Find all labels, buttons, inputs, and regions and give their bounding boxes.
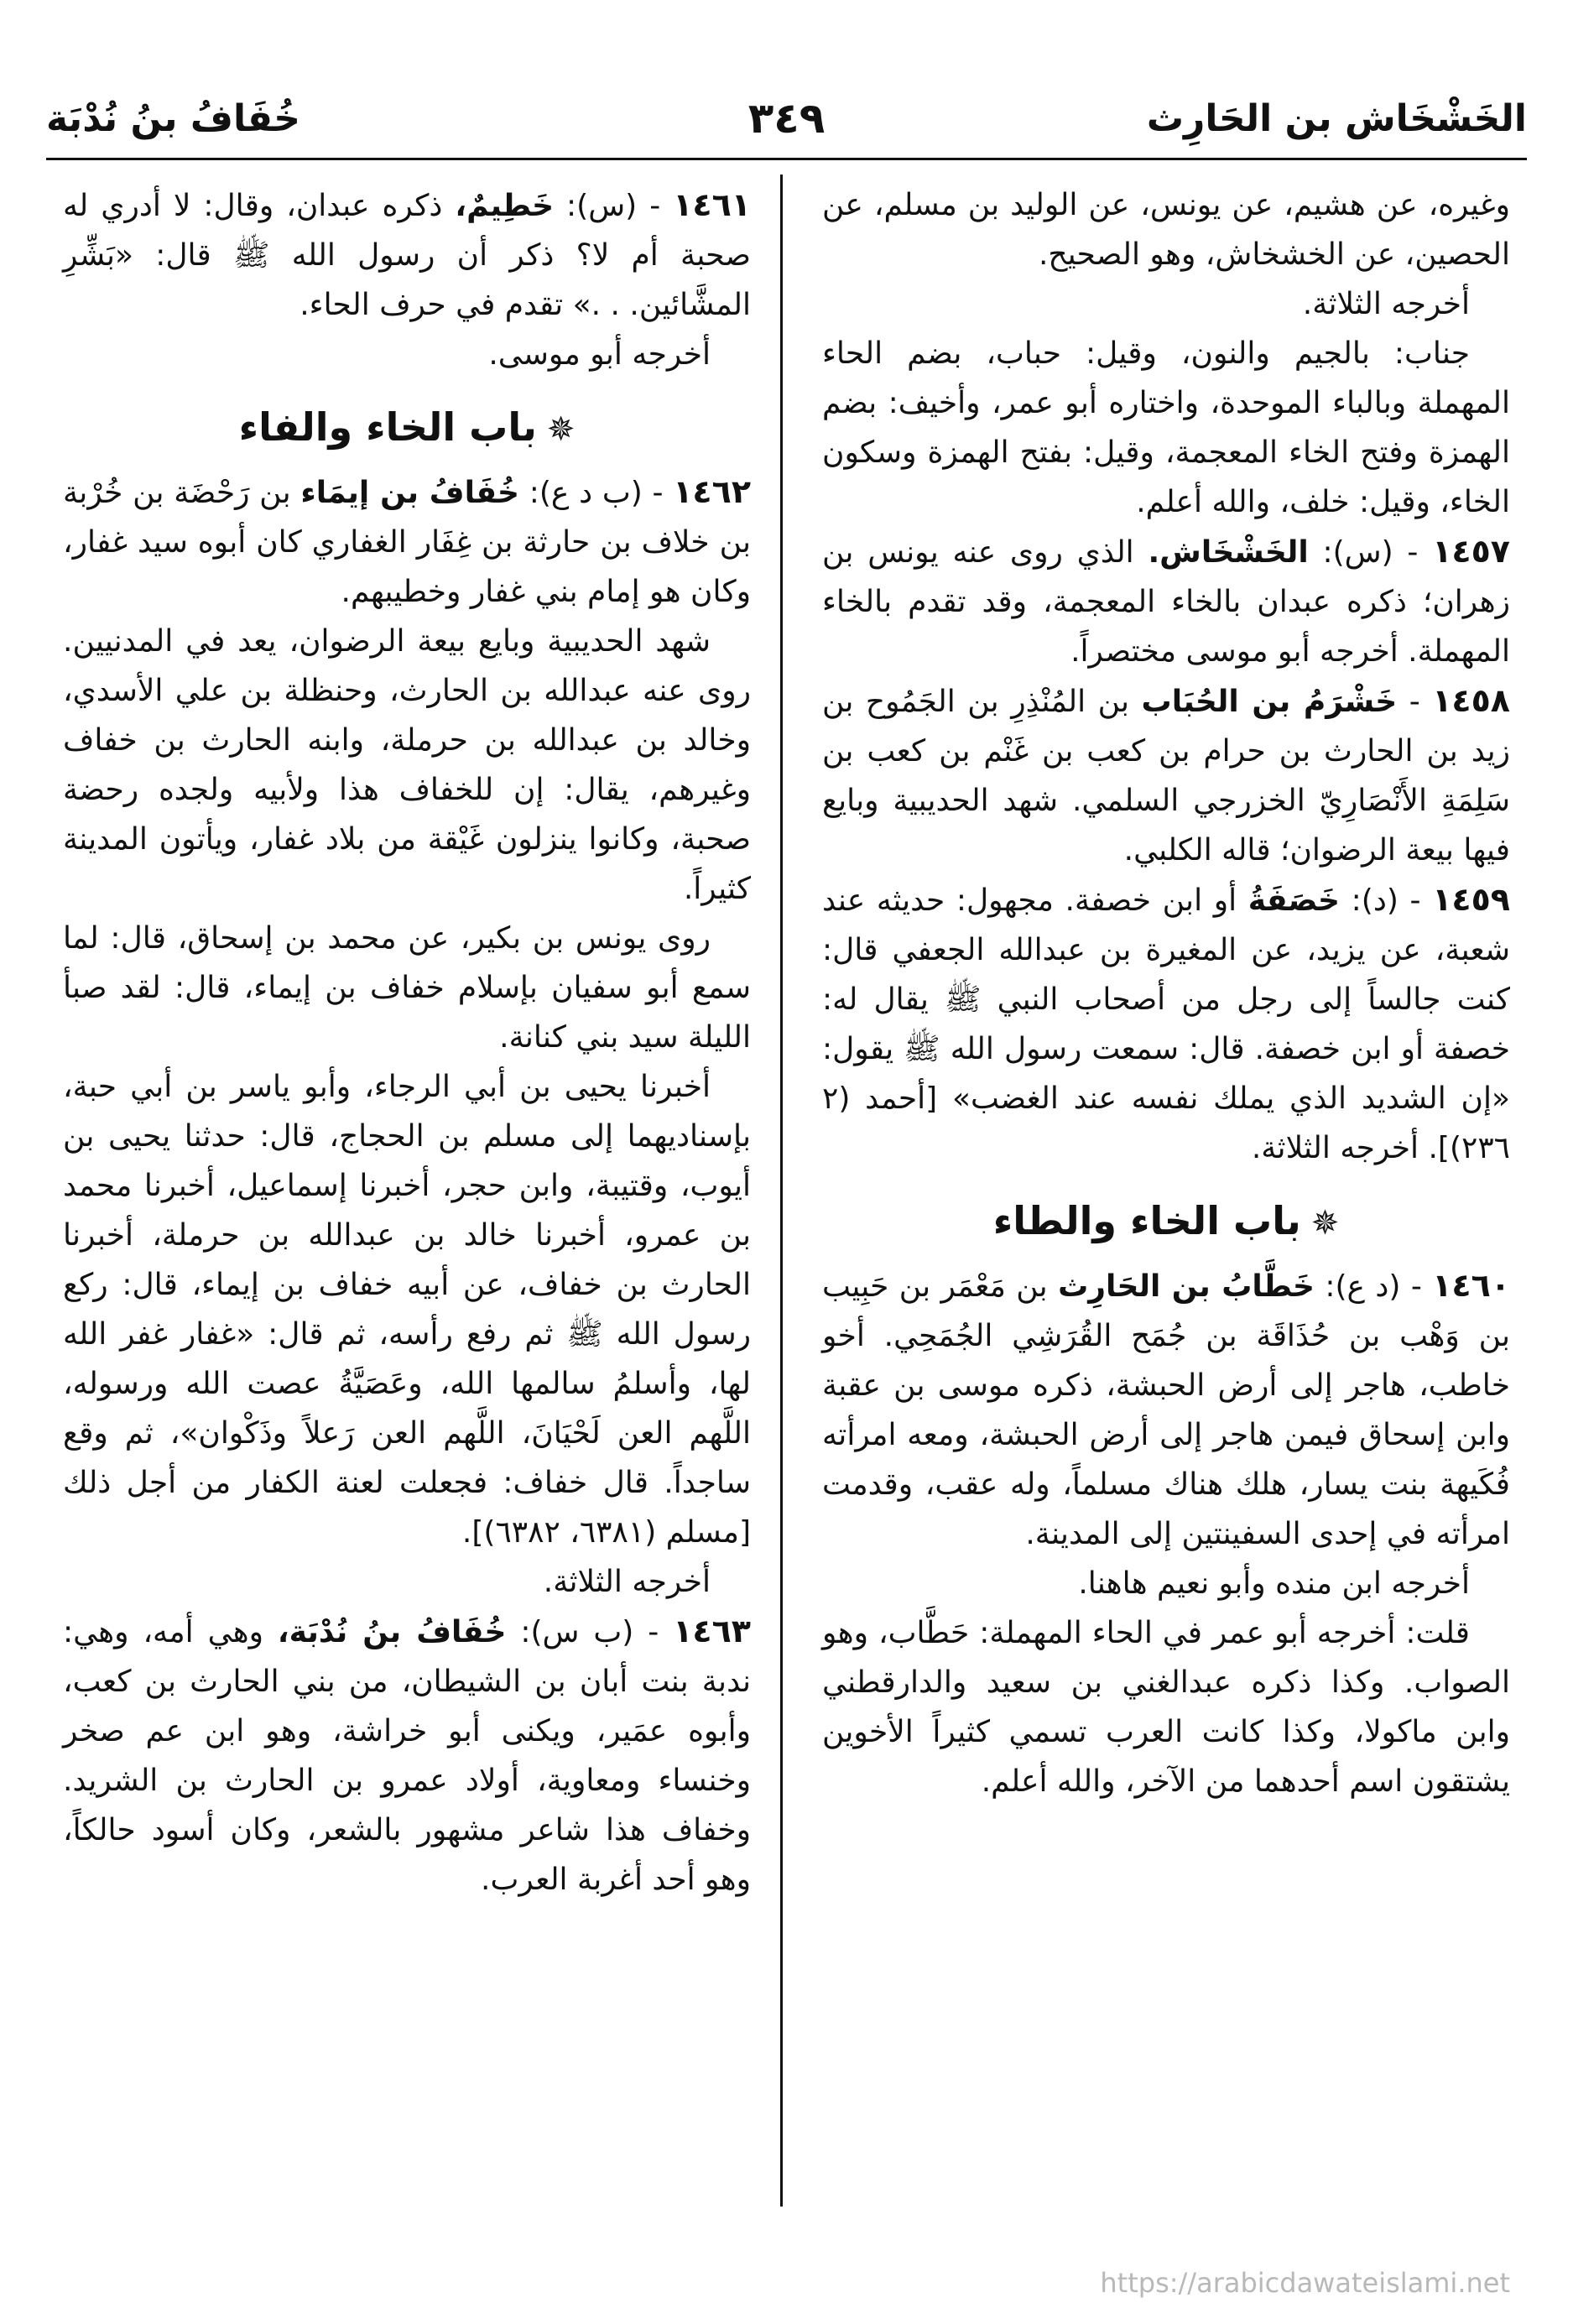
entry-text: جناب: بالجيم والنون، وقيل: حباب، بضم الحاء المهملة وبالباء الموحدة، واختاره أبو عمر، وأخيف: بضم الهمزة وفتح الخاء المعجمة، وقيل: بفتح الهمزة وسكون الخاء، وقيل: خلف، والله أعلم.	[822, 336, 1510, 519]
entry-text: أخرجه أبو موسى.	[488, 337, 711, 372]
text-paragraph	[63, 1557, 751, 1607]
star-ornament-icon: ✵	[1310, 1204, 1340, 1243]
entry-source-code: - (ب س):	[520, 1615, 659, 1649]
entry-name: خَشْرَمُ بن الحُبَاب	[1141, 685, 1398, 719]
column-divider	[780, 175, 783, 2207]
section-heading-kha-ta	[822, 1191, 1510, 1253]
text-paragraph	[822, 180, 1510, 279]
entry-text: بن المُنْذِرِ بن الجَمُوح بن زيد بن الحارث بن حرام بن كعب بن غَنْم بن كعب بن سَلِمَةِ الأَنْصَارِيّ الخزرجي السلمي. شهد الحديبية وبايع فيها بيعة الرضوان؛ قاله الكلبي.	[822, 685, 1510, 868]
entry-name: خَطِيمٌ،	[455, 189, 555, 223]
text-paragraph	[822, 279, 1510, 329]
left-column-entries	[63, 180, 751, 379]
entry-text: بن مَعْمَر بن حَبِيب بن وَهْب بن حُذَاقَة بن جُمَح القُرَشِي الجُمَحِي. أخو خاطب، هاجر إلى أرض الحبشة، ذكره موسى بن عقبة وابن إسحاق فيمن هاجر إلى أرض الحبشة، ومعه امرأته فُكَيهة بنت يسار، هلك هناك مسلماً، وله عقب، وقدمت امرأته في إحدى السفينتين إلى المدينة.	[822, 1269, 1510, 1551]
entry-name: خَصَفَةُ	[1247, 883, 1340, 918]
entry-name: خَطَّابُ بن الحَارِث	[1058, 1269, 1315, 1304]
right-column-entries	[822, 180, 1510, 1173]
entry-paragraph	[822, 875, 1510, 1173]
entry-text: قلت: أخرجه أبو عمر في الحاء المهملة: حَطَّاب، وهو الصواب. وكذا ذكره عبدالغني بن سعيد والدارقطني وابن ماكولا، وكذا كانت العرب تسمي كثيراً الأخوين يشتقون اسم أحدهما من الآخر، والله أعلم.	[822, 1616, 1510, 1799]
entry-paragraph	[63, 467, 751, 617]
entry-text: شهد الحديبية وبايع بيعة الرضوان، يعد في المدنيين. روى عنه عبدالله بن الحارث، وحنظلة بن علي الأسدي، وخالد بن عبدالله بن حرملة، وابنه الحارث بن خفاف وغيرهم، يقال: إن للخفاف هذا ولأبيه ولجده رحضة صحبة، وكانوا ينزلون غَيْقة من بلاد غفار، ويأتون المدينة كثيراً.	[63, 624, 751, 906]
right-section-entries	[822, 1261, 1510, 1806]
section-heading-kha-fa	[63, 398, 751, 459]
left-column	[63, 180, 751, 1905]
text-paragraph	[822, 329, 1510, 527]
entry-name: خُفَافُ بن إيمَاء	[300, 476, 519, 510]
entry-number: ١٤٦٢	[673, 473, 752, 510]
text-paragraph	[822, 1608, 1510, 1806]
entry-text: أخبرنا يحيى بن أبي الرجاء، وأبو ياسر بن أبي حبة، بإسناديهما إلى مسلم بن الحجاج، قال: حدثنا يحيى بن أيوب، وقتيبة، وابن حجر، أخبرنا إسماعيل، أخبرنا محمد بن عمرو، أخبرنا خالد بن عبدالله بن حرملة، أخبرنا الحارث بن خفاف، عن أبيه خفاف بن إيماء، قال: ركع رسول الله ﷺ ثم رفع رأسه، ثم قال: «غفار غفر الله لها، وأسلمُ سالمها الله، وعَصَيَّةُ عصت الله ورسوله، اللَّهم العن لَحْيَانَ، اللَّهم العن رَعلاً وذَكْوان»، ثم وقع ساجداً. قال خفاف: فجعلت لعنة الكفار من أجل ذلك [مسلم (٦٣٨١، ٦٣٨٢)].	[63, 1070, 751, 1550]
star-ornament-icon: ✵	[546, 410, 576, 449]
header-left-title: خُفَافُ بنُ نُدْبَة	[46, 97, 300, 140]
entry-text: وهي أمه، وهي: ندبة بنت أبان بن الشيطان، من بني الحارث بن كعب، وأبوه عمَير، ويكنى أبو خراشة، وهو ابن عم صخر وخنساء ومعاوية، أولاد عمرو بن الحارث بن الشريد. وخفاف هذا شاعر مشهور بالشعر، وكان أسود حالكاً، وهو أحد أغربة العرب.	[63, 1615, 751, 1897]
entry-paragraph	[822, 527, 1510, 676]
entry-source-code: - (د):	[1351, 883, 1421, 918]
entry-number: ١٤٥٧	[1432, 533, 1510, 570]
page-header	[46, 91, 1527, 160]
entry-name: الخَشْخَاش.	[1148, 535, 1309, 570]
entry-number: ١٤٥٩	[1432, 881, 1510, 918]
entry-number: ١٤٦٠	[1432, 1267, 1511, 1304]
section-title: باب الخاء والطاء	[992, 1198, 1301, 1243]
entry-number: ١٤٦١	[673, 186, 751, 223]
entry-text: وغيره، عن هشيم، عن يونس، عن الوليد بن مسلم، عن الحصين، عن الخشخاش، وهو الصحيح.	[822, 188, 1510, 272]
entry-paragraph	[822, 1261, 1510, 1559]
entry-source-code: - (د ع):	[1325, 1269, 1422, 1304]
right-column	[822, 180, 1510, 1806]
entry-name: خُفَافُ بنُ نُدْبَة،	[277, 1615, 507, 1649]
left-section-entries	[63, 467, 751, 1905]
entry-paragraph	[822, 676, 1510, 875]
header-right-title: الخَشْخَاش بن الحَارِث	[1146, 97, 1527, 140]
page-number: ٣٤٩	[747, 94, 826, 143]
entry-text: الذي روى عنه يونس بن زهران؛ ذكره عبدان بالخاء المعجمة، وقد تقدم بالخاء المهملة. أخرجه أبو موسى مختصراً.	[822, 535, 1510, 669]
entry-text: أو ابن خصفة. مجهول: حديثه عند شعبة، عن يزيد، عن المغيرة بن عبدالله الجعفي قال: كنت جالساً إلى رجل من أصحاب النبي ﷺ يقال له: خصفة أو ابن خصفة. قال: سمعت رسول الله ﷺ يقول: «إن الشديد الذي يملك نفسه عند الغضب» [أحمد (٢ ٢٣٦)]. أخرجه الثلاثة.	[822, 883, 1510, 1165]
watermark-url: https://arabicdawateislami.net	[1100, 2267, 1510, 2299]
entry-text: أخرجه ابن منده وأبو نعيم هاهنا.	[1078, 1566, 1470, 1601]
text-paragraph	[63, 617, 751, 914]
entry-number: ١٤٦٣	[673, 1613, 751, 1649]
entry-paragraph	[63, 1607, 751, 1905]
entry-text: ذكره عبدان، وقال: لا أدري له صحبة أم لا؟ ذكر أن رسول الله ﷺ قال: «بَشِّرِ المشَّائين. . .» تقدم في حرف الحاء.	[63, 189, 751, 322]
text-paragraph	[63, 1062, 751, 1557]
text-paragraph	[63, 330, 751, 379]
text-paragraph	[63, 914, 751, 1062]
entry-source-code: - (س):	[1322, 535, 1419, 570]
entry-text: أخرجه الثلاثة.	[1302, 287, 1470, 321]
text-paragraph	[822, 1559, 1510, 1608]
entry-source-code: - (س):	[566, 189, 661, 223]
entry-source-code: - (ب د ع):	[529, 476, 664, 510]
entry-text: روى يونس بن بكير، عن محمد بن إسحاق، قال: لما سمع أبو سفيان بإسلام خفاف بن إيماء، قال: لقد صبأ الليلة سيد بني كنانة.	[63, 921, 751, 1055]
entry-paragraph	[63, 180, 751, 330]
entry-source-code: -	[1409, 685, 1420, 719]
section-title: باب الخاء والفاء	[238, 404, 537, 450]
entry-number: ١٤٥٨	[1432, 682, 1510, 719]
entry-text: أخرجه الثلاثة.	[543, 1565, 711, 1599]
entry-text: بن رَحْضَة بن خُرْبة بن خلاف بن حارثة بن غِفَار الغفاري كان أبوه سيد غفار، وكان هو إمام بني غفار وخطيبهم.	[63, 476, 751, 609]
